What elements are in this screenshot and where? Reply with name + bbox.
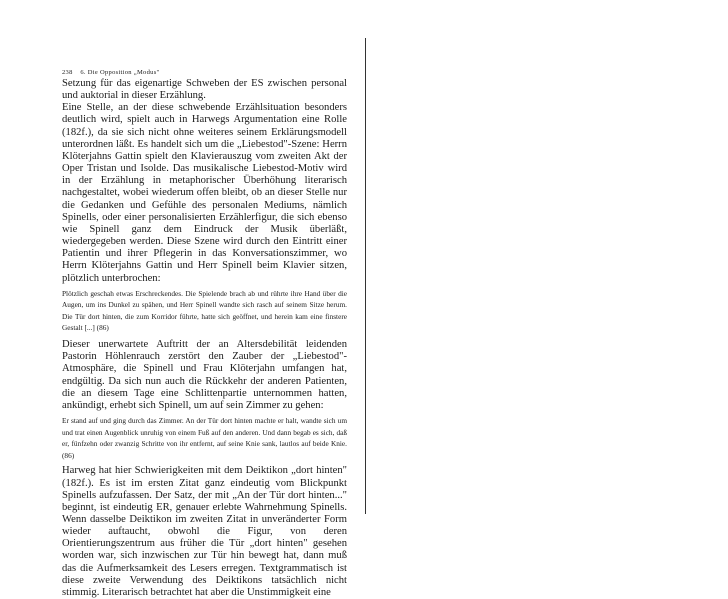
block-quote-1: Plötzlich geschah etwas Erschreckendes. Die Spielende brach ab und rührte ihre Hand über die Augen, um ins Dunkel zu spähen, und Herr Spinell wandte sich rasch auf seinem Sitze herum. Die Tür dort hinten, die zum Korridor führte, hatte sich geöffnet, und herein kam eine finstere Gestalt [...] (86)	[62, 288, 347, 333]
block-quote-2: Er stand auf und ging durch das Zimmer. An der Tür dort hinten machte er halt, wandte sich um und trat einen Augenblick unruhig von einem Fuß auf den anderen. Und dann begab es sich, daß er, fünfzehn oder zwanzig Schritte von ihr entfernt, auf seine Knie sank, lautlos auf beide Knie. (86)	[62, 415, 347, 460]
running-head	[62, 68, 347, 77]
paragraph-4: Harweg hat hier Schwierigkeiten mit dem Deiktikon „dort hinten" (182f.). Es ist im ersten Zitat ganz eindeutig vom Blickpunkt Spinells aufzufassen. Der Satz, der mit „An der Tür dort hinten..." beginnt, ist eindeutig ER, genauer erlebte Wahrnehmung Spinells. Wenn dasselbe Deiktikon im zweiten Zitat in unveränderter Form wieder auftaucht, obwohl die Figur, von deren Orientierungszentrum aus früher die Tür „dort hinten" gesehen worden war, sich inzwischen zur Tür hin bewegt hat, dann muß das die Aufmerksamkeit des Lesers erregen. Textgrammatisch ist diese zweite Verwendung des Deiktikons tatsächlich nicht stimmig. Literarisch betrachtet hat aber die Unstimmigkeit eine	[62, 465, 347, 598]
page-divider	[365, 38, 366, 514]
paragraph-1: Setzung für das eigenartige Schweben der ES zwischen personal und auktorial in dieser Erzählung.	[62, 78, 347, 102]
paragraph-2: Eine Stelle, an der diese schwebende Erzählsituation besonders deutlich wird, spielt auch in Harwegs Argumentation eine Rolle (182f.), da sie sich nicht ohne weiteres seinem Erklärungsmodell unterordnen läßt. Es handelt sich um die „Liebestod"-Szene: Herrn Klöterjahns Gattin spielt den Klavierauszug vom zweiten Akt der Oper Tristan und Isolde. Das musikalische Liebestod-Motiv wird in der Erzählung in metaphorischer Überhöhung literarisch nachgestaltet, wobei wiederum offen bleibt, ob an dieser Stelle nur die Gedanken und Gefühle des personalen Mediums, nämlich Spinells, oder einer personalisierten Erzählerfigur, die sich ebenso wie Spinell ganz dem Eindruck der Musik überläßt, wiedergegeben werden. Diese Szene wird durch den Eintritt einer Patientin und ihrer Pflegerin in das Konversationszimmer, wo Herrn Klöterjahns Gattin und Herr Spinell beim Klavier sitzen, plötzlich unterbrochen:	[62, 102, 347, 284]
page-text-column	[62, 68, 347, 599]
paragraph-3: Dieser unerwartete Auftritt der an Altersdebilität leidenden Pastorin Höhlenrauch zerstört den Zauber der „Liebestod"-Atmosphäre, die Spinell und Frau Klöterjahn umfangen hat, endgültig. Da sich nun auch die Rückkehr der anderen Patienten, die an diesem Tage eine Schlittenpartie unternommen hatten, ankündigt, erhebt sich Spinell, um auf sein Zimmer zu gehen:	[62, 339, 347, 411]
chapter-title: 6. Die Opposition „Modus"	[80, 69, 160, 76]
page-number: 238	[62, 69, 73, 76]
